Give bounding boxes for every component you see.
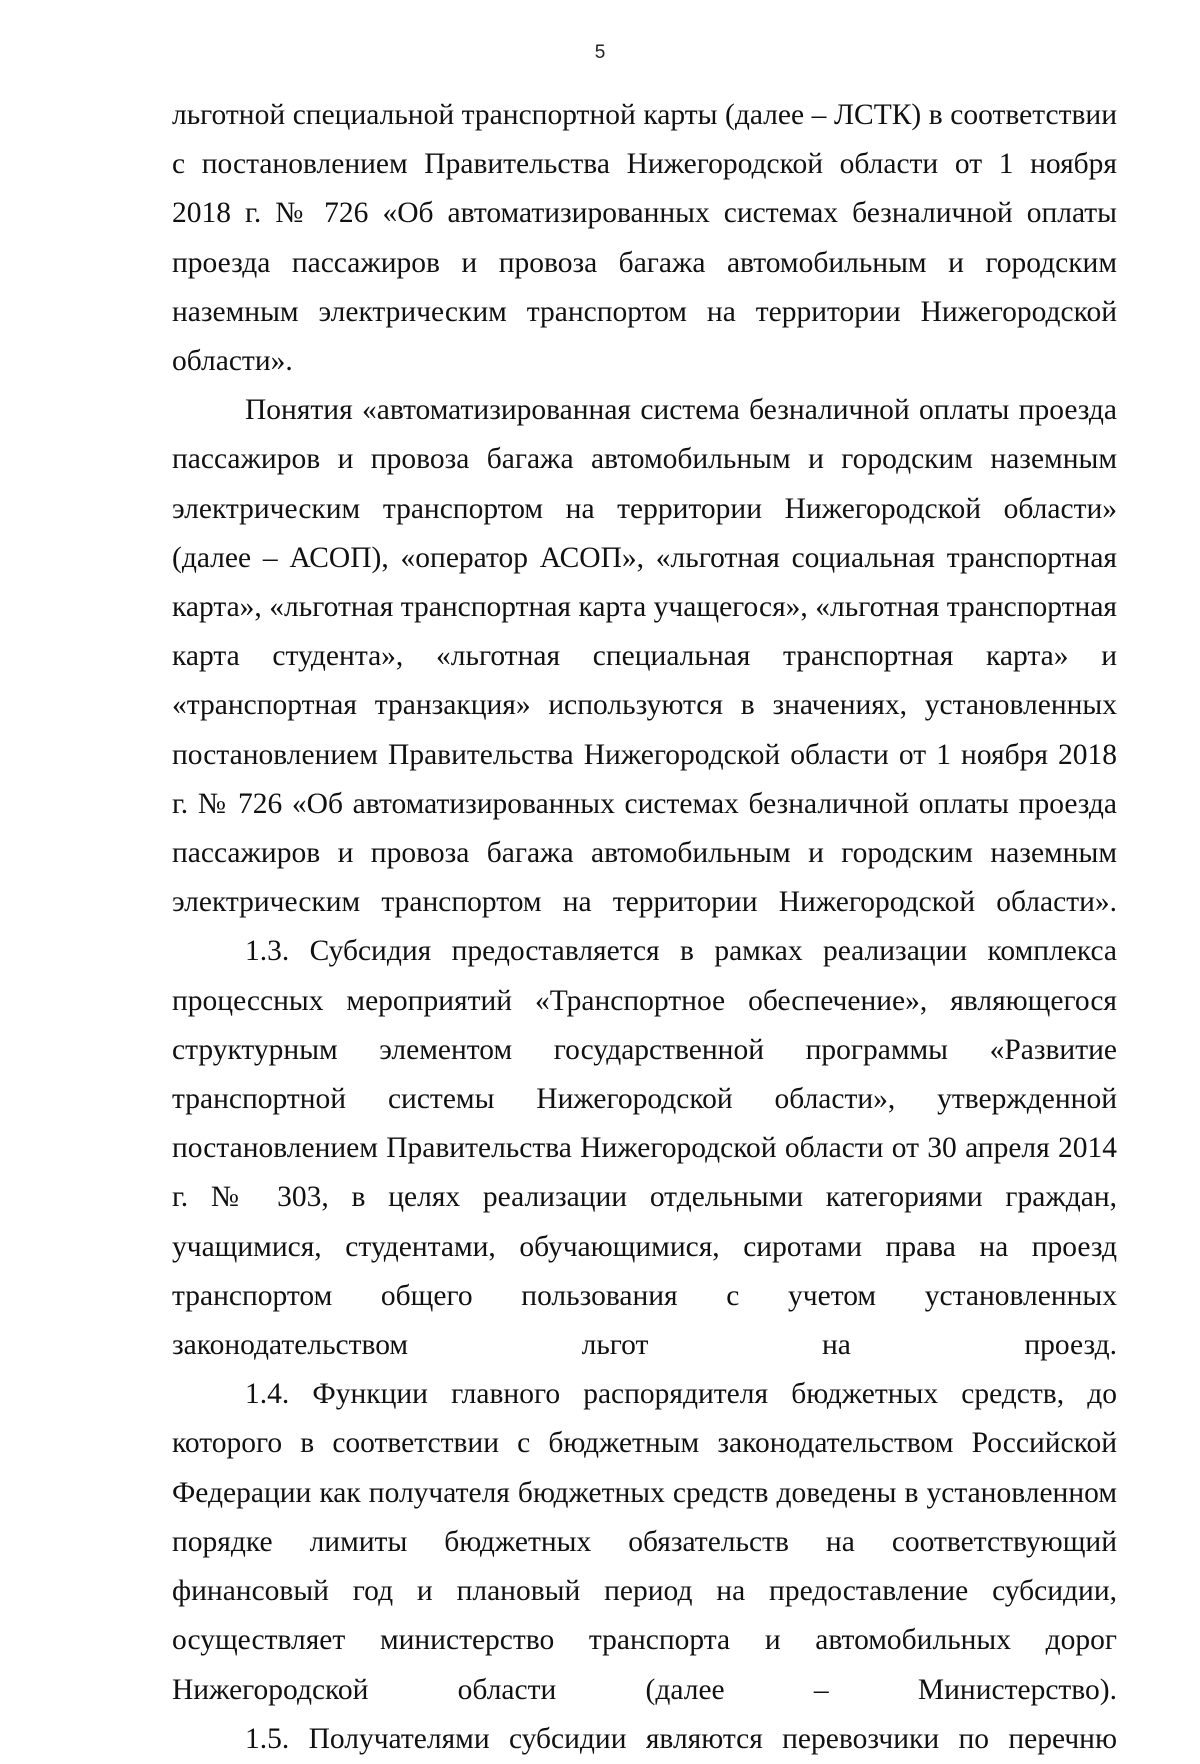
text-line: 1.4. Функции главного распорядителя бюджетных средств, до которого	[172, 1378, 1117, 1460]
text-line: транспортной системы Нижегородской области», утвержденной	[172, 1083, 1117, 1116]
text-line: пользования с учетом установленных законодательством льгот на проезд.	[172, 1279, 1117, 1362]
text-line: Понятия «автоматизированная система безналичной оплаты проезда	[245, 394, 1117, 427]
text-line: пассажиров и провоза багажа автомобильным и городским наземным	[172, 837, 1117, 870]
text-line: электрическим транспортом на территории Нижегородской области».	[172, 886, 1117, 919]
text-line: структурным элементом государственной программы «Развитие	[172, 1033, 1117, 1066]
text-line: бюджетных обязательств на соответствующий финансовый год и плановый	[172, 1525, 1117, 1608]
text-line: пассажиров и провоза багажа автомобильным и городским наземным	[172, 246, 1117, 328]
text-line: с постановлением Правительства Нижегородской области от 1 ноября 2018 г.	[172, 148, 1117, 230]
text-line: № 726 «Об автоматизированных системах безналичной оплаты проезда	[172, 197, 1117, 279]
text-line: «транспортная транзакция» используются в значениях, установленных	[172, 689, 1117, 722]
text-line: 1.3. Субсидия предоставляется в рамках реализации комплекса	[245, 935, 1117, 968]
paragraph-definitions	[172, 386, 1117, 927]
text-line: пассажиров и провоза багажа автомобильным и городским наземным	[172, 443, 1117, 476]
text-line: № 726 «Об автоматизированных системах безналичной оплаты проезда	[197, 787, 1118, 820]
text-line: льготной специальной транспортной карты (далее – ЛСТК) в соответствии	[172, 99, 1117, 131]
text-line: постановлением Правительства Нижегородской области от 1 ноября 2018 г.	[172, 738, 1117, 820]
text-line: 1.5. Получателями субсидии являются перевозчики по перечню	[245, 1722, 1117, 1755]
text-line: электрическим транспортом на территории Нижегородской области»	[172, 492, 1117, 525]
text-line: (далее – АСОП), «оператор АСОП», «льготная социальная транспортная	[172, 541, 1117, 574]
text-line: № 303, в целях реализации отдельными категориями граждан, учащимися,	[172, 1181, 1117, 1263]
text-line: постановлением Правительства Нижегородской области от 30 апреля 2014 г.	[172, 1132, 1117, 1214]
text-line: и автомобильных дорог Нижегородской области (далее – Министерство).	[172, 1624, 1118, 1706]
text-line: процессных мероприятий «Транспортное обеспечение», являющегося	[172, 984, 1117, 1017]
text-line: карта», «льготная транспортная карта учащегося», «льготная транспортная	[172, 591, 1117, 624]
text-line: электрическим транспортом на территории Нижегородской области».	[172, 295, 1117, 378]
text-line: студентами, обучающимися, сиротами права на проезд транспортом общего	[172, 1230, 1117, 1312]
text-line: период на предоставление субсидии, осуществляет министерство транспорта	[172, 1575, 1118, 1657]
paragraph-1-4	[172, 1370, 1117, 1714]
text-line: карта студента», «льготная специальная транспортная карта» и	[172, 640, 1117, 673]
paragraph-1-3	[172, 927, 1117, 1370]
page-number: 5	[594, 42, 606, 63]
paragraph-1-5	[172, 1715, 1117, 1764]
text-line: получателя бюджетных средств доведены в установленном порядке лимиты	[172, 1476, 1117, 1558]
body-text	[172, 91, 1117, 1764]
text-line: в соответствии с бюджетным законодательством Российской Федерации как	[172, 1427, 1117, 1509]
paragraph-lstk-continuation	[172, 91, 1117, 386]
